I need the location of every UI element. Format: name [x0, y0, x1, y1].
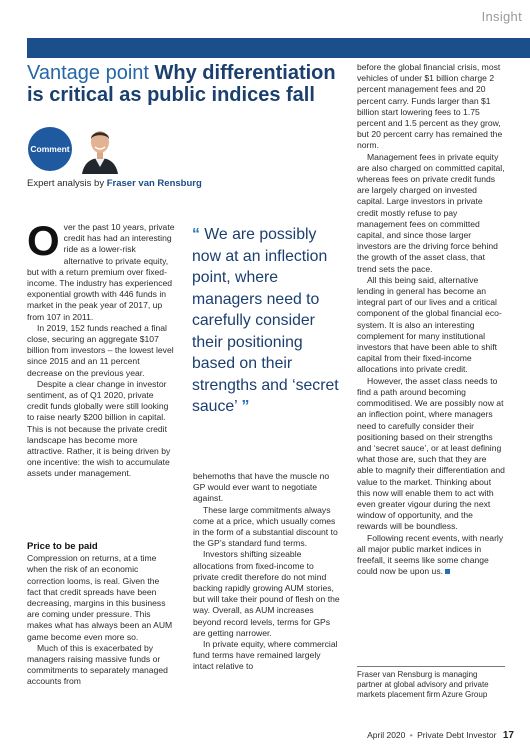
headline: [27, 62, 337, 106]
article-paragraph: Compression on returns, at a time when the risk of an economic correction looms, is real. Given the fact that credit spreads have been decreasing, margins in this business are coming under pressure. This makes what has always been an AUM game become even more so.: [27, 553, 173, 642]
article-paragraph: Investors shifting sizeable allocations from fixed-income to private credit therefore do not mind backing rapidly growing AUM stories, but will take their pound of flesh on the way. Overall, as AUM increases beyond record levels, terms for GPs are getting narrower.: [193, 549, 340, 638]
article-column-2: [193, 471, 341, 673]
footer-publication: Private Debt Investor: [417, 730, 497, 740]
article-paragraph: In 2019, 152 funds reached a final close, securing an aggregate $107 billion from investors – the lowest level since 2015 and an 11 percent decrease on the previous year.: [27, 322, 174, 378]
open-quote-icon: “: [192, 226, 200, 243]
comment-badge: Comment: [28, 127, 72, 171]
article-paragraph: Despite a clear change in investor sentiment, as of Q1 2020, private credit funds globally were still looking to raise nearly $200 billion in capital. This is not because the private credit landscape has become more attractive. Rather, it is being driven by one incentive: the wish to accumulate assets under management.: [27, 378, 171, 479]
article-paragraph: Following recent events, with nearly all major public market indices in freefall, it seems like some change could now be upon us.: [357, 532, 504, 577]
article-paragraph: All this being said, alternative lending in general has become an integral part of our lives and a critical component of the global financial eco-system. It is also an interesting complement for many institutional investors that have been able to shift capital from their fixed-income allocations into private credit.: [357, 274, 502, 375]
article-paragraph: before the global financial crisis, most vehicles of under $1 billion charge 2 percent management fees and 20 percent carry. Funds larger than $1 billion start lowering fees to 1.75 percent and 1.5 percent as they grow, but 20 percent carry has remained the norm.: [357, 62, 503, 151]
page-footer: [367, 730, 514, 741]
article-paragraph: These large commitments always come at a price, which usually comes in the form of a substantial discount to the GP’s standard fund terms.: [193, 504, 338, 549]
article-paragraph: Management fees in private equity are also charged on committed capital, whereas fees on private credit funds are largely charged on invested capital. Large investors in private credit mostly refuse to pay management fees on committed capital, and since those larger investors are the driving force behind the growth of the asset class, that trend sets the pace.: [357, 151, 505, 274]
drop-cap: O: [27, 217, 60, 264]
footer-separator: •: [409, 730, 413, 740]
section-label: Insight: [481, 9, 522, 24]
article-paragraph: However, the asset class needs to find a path around becoming commoditised. We are possibly now at an inflection point, where managers need to carefully consider their positioning based on their strengths and ‘secret sauce’, or at least defining what those are, such that they are able to magnify their differentiation and value to the market. Thinking about this now will enable them to act with even greater vigour during the next window of opportunity, and the rewards will be boundless.: [357, 375, 505, 532]
byline-author: Fraser van Rensburg: [106, 178, 202, 189]
close-quote-icon: ”: [241, 398, 250, 415]
author-photo: [80, 122, 120, 174]
footer-date: April 2020: [367, 730, 406, 740]
page-number: 17: [502, 730, 514, 741]
byline-prefix: Expert analysis by: [27, 178, 105, 189]
header-bar: [27, 38, 530, 58]
headline-title: Why differentiation is critical as public indices fall: [27, 62, 336, 106]
headline-kicker: Vantage point: [27, 62, 149, 84]
article-column-3: [357, 62, 505, 577]
bio-divider: [357, 666, 505, 667]
article-column-1: [27, 217, 175, 480]
article-paragraph: Over the past 10 years, private credit has had an interesting ride as a lower-risk alternative to private equity, but with a return premium over fixed-income. The industry has experienced exponential growth with 446 funds in market in the peak year of 2017, up from 107 in 2011.: [27, 217, 175, 322]
article-paragraph: Much of this is exacerbated by managers raising massive funds or commitments to separately managed accounts from: [27, 642, 168, 687]
byline: [27, 178, 327, 189]
pull-quote: [192, 224, 342, 418]
pull-quote-text: We are possibly now at an inflection point, where managers need to carefully consider their positioning based on their strengths and ‘secret sauce’: [192, 226, 339, 415]
article-paragraph: behemoths that have the muscle no GP would ever want to negotiate against.: [193, 471, 330, 504]
end-mark-icon: [445, 569, 450, 574]
author-bio: Fraser van Rensburg is managing partner at global advisory and private markets placement firm Azure Group: [357, 670, 489, 699]
article-column-1-lower: [27, 541, 175, 688]
subheading: Price to be paid: [27, 541, 98, 552]
article-paragraph: In private equity, where commercial fund terms have remained largely intact relative to: [193, 639, 338, 672]
